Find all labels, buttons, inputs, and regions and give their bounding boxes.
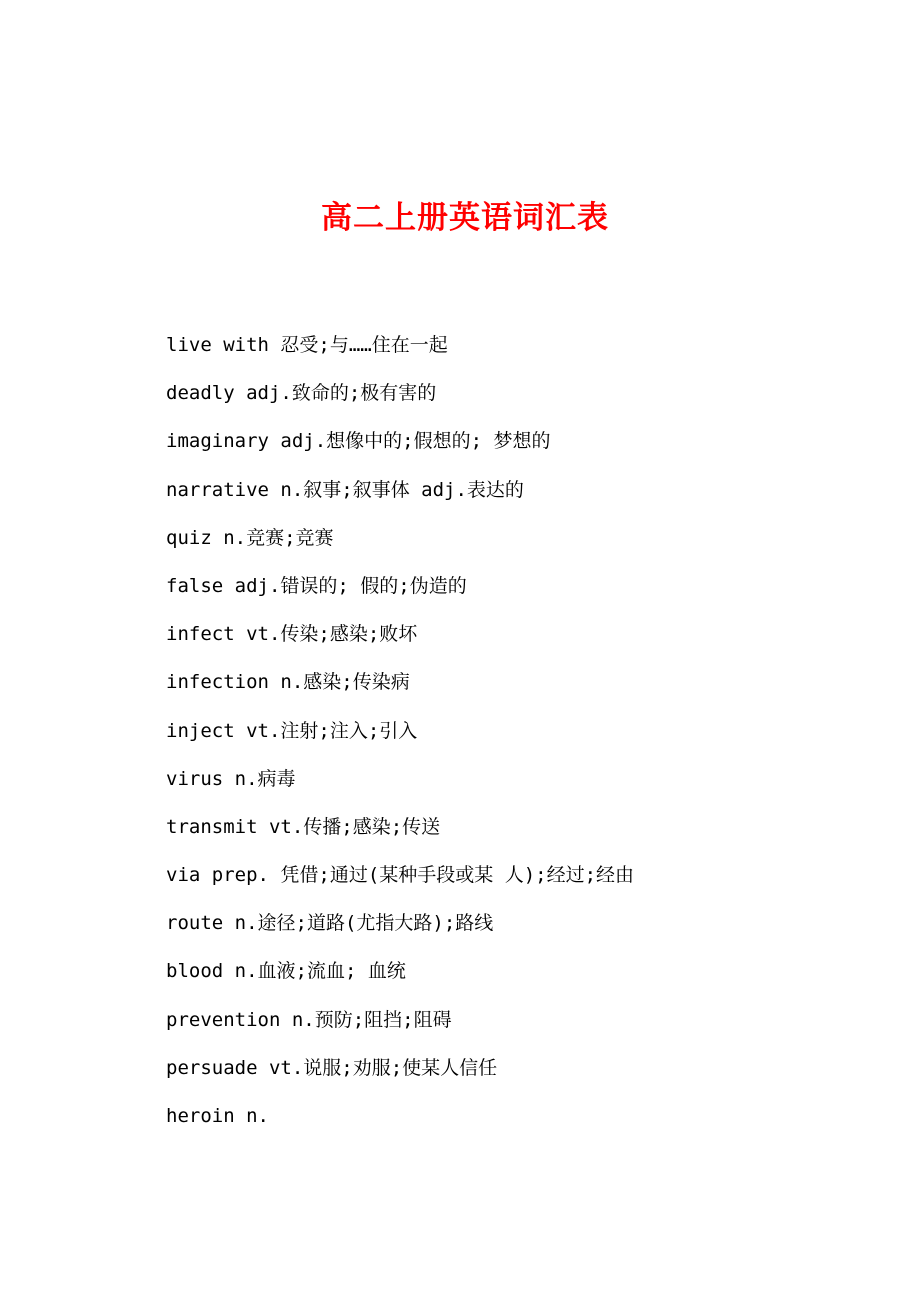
vocab-entry: via prep. 凭借;通过(某种手段或某 人);经过;经由 <box>166 864 635 887</box>
vocab-entry: prevention n.预防;阻挡;阻碍 <box>166 1008 452 1031</box>
document-title: 高二上册英语词汇表 <box>321 200 609 236</box>
vocab-entry: transmit vt.传播;感染;传送 <box>166 815 441 838</box>
vocab-entry: quiz n.竞赛;竞赛 <box>166 526 334 549</box>
vocab-entry: inject vt.注射;注入;引入 <box>166 719 418 742</box>
vocab-entry: infection n.感染;传染病 <box>166 671 410 694</box>
vocab-entry: false adj.错误的; 假的;伪造的 <box>166 574 467 597</box>
vocab-entry: heroin n. <box>166 1105 269 1127</box>
vocab-entry: deadly adj.致命的;极有害的 <box>166 382 437 405</box>
vocab-entry: narrative n.叙事;叙事体 adj.表达的 <box>166 478 524 501</box>
vocab-entry: persuade vt.说服;劝服;使某人信任 <box>166 1056 498 1079</box>
vocab-entry: virus n.病毒 <box>166 767 296 790</box>
vocabulary-list <box>166 327 886 1146</box>
vocab-entry: live with 忍受;与……住在一起 <box>166 334 448 356</box>
vocab-entry: route n.途径;道路(尤指大路);路线 <box>166 912 494 935</box>
vocab-entry: blood n.血液;流血; 血统 <box>166 960 406 983</box>
vocab-entry: imaginary adj.想像中的;假想的; 梦想的 <box>166 430 551 453</box>
vocab-entry: infect vt.传染;感染;败坏 <box>166 623 418 646</box>
